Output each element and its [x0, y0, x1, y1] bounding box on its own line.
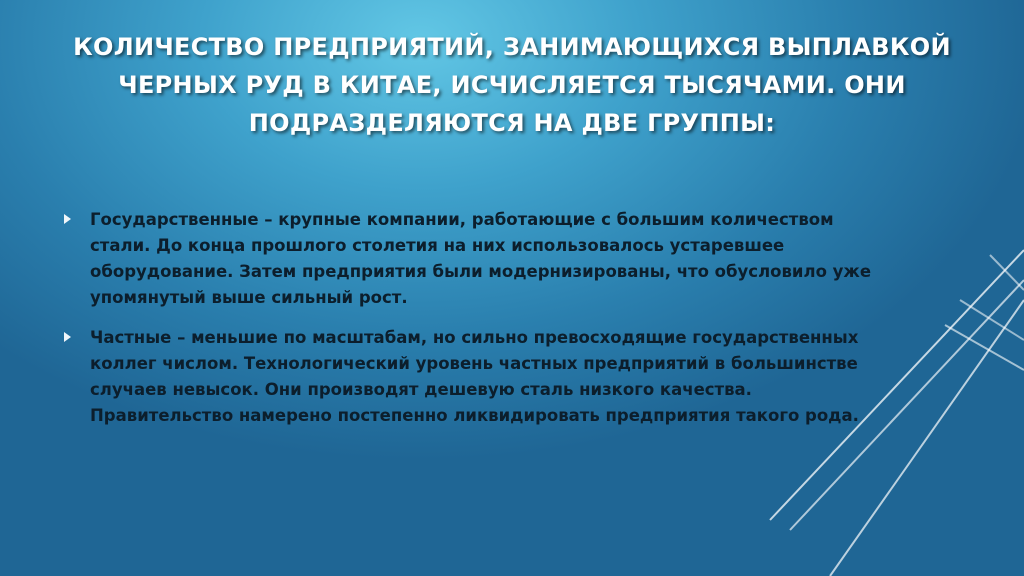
bullet-text-private: Частные – меньшие по масштабам, но сильно превосходящие государственных коллег числом. Технологический уровень частных предприятий в большинстве случаев невысок. Они производят дешевую сталь низкого качества. Правительство намерено постепенно ликвидировать предприятия такого рода.: [90, 328, 859, 425]
slide-title: КОЛИЧЕСТВО ПРЕДПРИЯТИЙ, ЗАНИМАЮЩИХСЯ ВЫПЛАВКОЙ ЧЕРНЫХ РУД В КИТАЕ, ИСЧИСЛЯЕТСЯ ТЫСЯЧАМИ. ОНИ ПОДРАЗДЕЛЯЮТСЯ НА ДВЕ ГРУППЫ:: [73, 33, 951, 137]
list-item: [64, 207, 894, 311]
bullet-text-state: Государственные – крупные компании, работающие с большим количеством стали. До конца прошлого столетия на них использовалось устаревшее оборудование. Затем предприятия были модернизированы, что обусловило уже упомянутый выше сильный рост.: [90, 210, 872, 307]
list-item: [64, 325, 894, 429]
triangle-bullet-icon: [64, 332, 71, 342]
triangle-bullet-icon: [64, 214, 71, 224]
bullet-list: [64, 207, 894, 443]
